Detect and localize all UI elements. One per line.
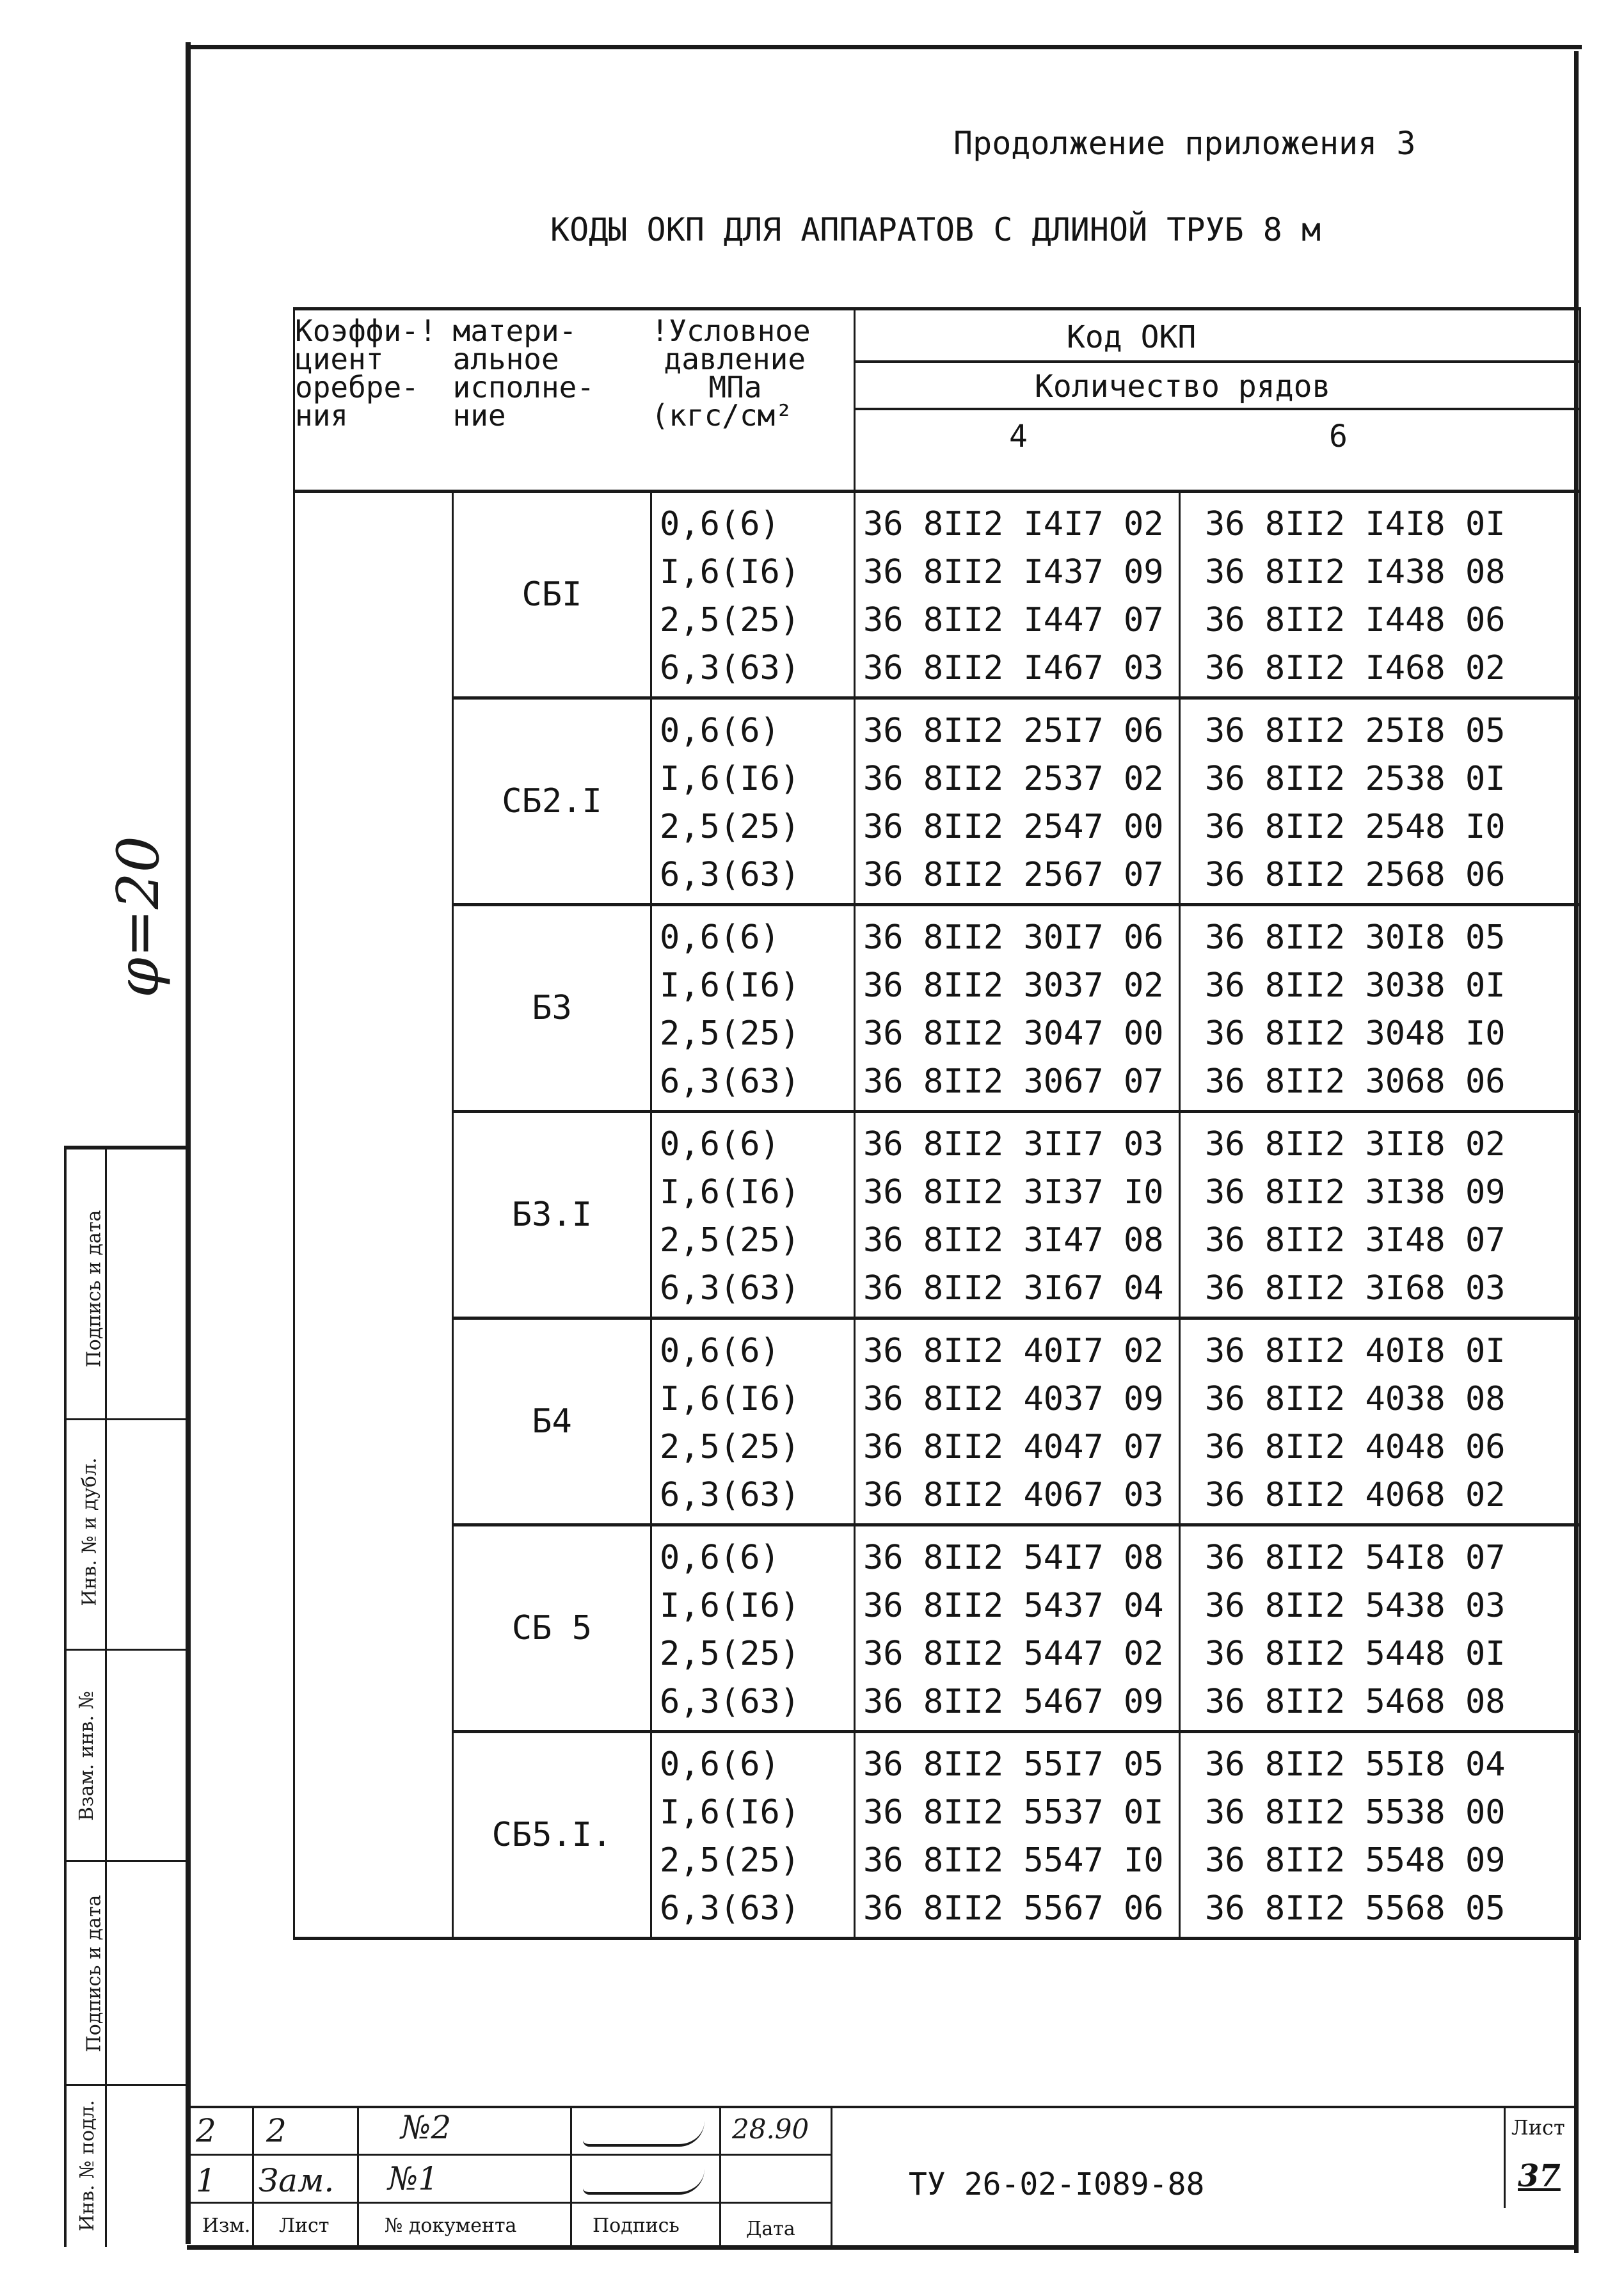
pressure-cell-value: 2,5(25) <box>660 1221 800 1260</box>
code-6-rows-cell-value: 36 8II2 I468 02 <box>1205 649 1506 687</box>
pressure-cell-value: 0,6(6) <box>660 1745 780 1784</box>
row1-doc: №2 <box>401 2109 452 2146</box>
code-4-rows-cell-value: 36 8II2 3I67 04 <box>863 1269 1164 1308</box>
pressure-cell-value: 2,5(25) <box>660 808 800 846</box>
side-label-inv-podl: Инв. № подл. <box>76 2099 99 2232</box>
document-code: ТУ 26-02-I089-88 <box>909 2167 1205 2202</box>
code-6-rows-cell <box>1180 1112 1580 1318</box>
row1-sheet: 2 <box>266 2112 287 2149</box>
page-frame-top <box>187 45 1582 49</box>
code-4-rows-cell-value: 36 8II2 3037 02 <box>863 966 1164 1005</box>
code-6-rows-cell <box>1180 698 1580 905</box>
label-signature: Подпись <box>593 2215 680 2237</box>
pressure-cell <box>651 492 855 698</box>
material-cell: СБI <box>453 492 651 698</box>
side-stamp <box>64 1146 188 2247</box>
code-4-rows-cell <box>855 492 1180 698</box>
code-4-rows-cell <box>855 905 1180 1112</box>
pressure-cell-value: 6,3(63) <box>660 649 800 687</box>
sheet-label: Лист <box>1511 2115 1565 2140</box>
row1-date: 28.90 <box>732 2113 809 2145</box>
pressure-cell-value: 6,3(63) <box>660 1269 800 1308</box>
header-coefficient: Коэффи-! циент оребре- ния <box>294 309 453 492</box>
code-6-rows-cell <box>1180 492 1580 698</box>
code-6-rows-cell-value: 36 8II2 5468 08 <box>1205 1683 1506 1721</box>
code-4-rows-cell <box>855 1525 1180 1732</box>
code-6-rows-cell-value: 36 8II2 I448 06 <box>1205 601 1506 639</box>
pressure-cell-value: 2,5(25) <box>660 601 800 639</box>
code-4-rows-cell <box>855 698 1180 905</box>
code-4-rows-cell-value: 36 8II2 40I7 02 <box>863 1332 1164 1370</box>
code-6-rows-cell-value: 36 8II2 3068 06 <box>1205 1062 1506 1101</box>
material-cell: Б3.I <box>453 1112 651 1318</box>
code-4-rows-cell-value: 36 8II2 2547 00 <box>863 808 1164 846</box>
side-label-signature-date-1: Подпись и дата <box>83 1894 106 2053</box>
code-6-rows-cell-value: 36 8II2 30I8 05 <box>1205 918 1506 957</box>
code-4-rows-cell-value: 36 8II2 25I7 06 <box>863 712 1164 750</box>
side-label-vzam-inv: Взам. инв. № <box>76 1690 99 1822</box>
code-6-rows-cell <box>1180 905 1580 1112</box>
pressure-cell <box>651 1318 855 1525</box>
code-4-rows-cell-value: 36 8II2 I4I7 02 <box>863 505 1164 543</box>
code-4-rows-cell-value: 36 8II2 5467 09 <box>863 1683 1164 1721</box>
code-6-rows-cell-value: 36 8II2 25I8 05 <box>1205 712 1506 750</box>
code-4-rows-cell <box>855 1318 1180 1525</box>
table-row <box>294 1318 1580 1525</box>
code-6-rows-cell <box>1180 1318 1580 1525</box>
pressure-cell-value: 2,5(25) <box>660 1014 800 1053</box>
material-cell: СБ2.I <box>453 698 651 905</box>
code-6-rows-cell-value: 36 8II2 40I8 0I <box>1205 1332 1506 1370</box>
code-4-rows-cell-value: 36 8II2 5437 04 <box>863 1587 1164 1625</box>
pressure-cell-value: 0,6(6) <box>660 712 780 750</box>
code-4-rows-cell-value: 36 8II2 3II7 03 <box>863 1125 1164 1164</box>
code-6-rows-cell-value: 36 8II2 3I38 09 <box>1205 1173 1506 1212</box>
pressure-cell <box>651 1525 855 1732</box>
code-4-rows-cell-value: 36 8II2 4037 09 <box>863 1380 1164 1418</box>
title-block <box>189 2106 831 2245</box>
code-6-rows-cell <box>1180 1525 1580 1732</box>
signature-1 <box>583 2119 705 2147</box>
label-date: Дата <box>746 2218 795 2240</box>
table-row <box>294 1112 1580 1318</box>
okp-codes-table <box>293 307 1581 1940</box>
code-6-rows-cell-value: 36 8II2 54I8 07 <box>1205 1539 1506 1577</box>
continuation-note: Продолжение приложения 3 <box>953 125 1416 162</box>
code-6-rows-cell-value: 36 8II2 2538 0I <box>1205 760 1506 798</box>
pressure-cell-value: I,6(I6) <box>660 553 800 591</box>
code-6-rows-cell-value: 36 8II2 55I8 04 <box>1205 1745 1506 1784</box>
pressure-cell-value: 6,3(63) <box>660 1889 800 1928</box>
coefficient-value: φ=20 <box>104 836 172 998</box>
material-cell: СБ 5 <box>453 1525 651 1732</box>
code-6-rows-cell-value: 36 8II2 5448 0I <box>1205 1635 1506 1673</box>
code-6-rows-cell-value: 36 8II2 2568 06 <box>1205 856 1506 894</box>
code-6-rows-cell-value: 36 8II2 5568 05 <box>1205 1889 1506 1928</box>
pressure-cell-value: 6,3(63) <box>660 856 800 894</box>
side-label-signature-date-2: Подпись и дата <box>83 1210 106 1368</box>
pressure-cell-value: 2,5(25) <box>660 1635 800 1673</box>
header-col-6: 6 <box>1329 419 1348 454</box>
code-6-rows-cell-value: 36 8II2 4038 08 <box>1205 1380 1506 1418</box>
pressure-cell-value: 2,5(25) <box>660 1841 800 1880</box>
code-4-rows-cell-value: 36 8II2 2537 02 <box>863 760 1164 798</box>
code-4-rows-cell-value: 36 8II2 55I7 05 <box>863 1745 1164 1784</box>
code-4-rows-cell-value: 36 8II2 3I47 08 <box>863 1221 1164 1260</box>
label-doc: № документа <box>385 2215 517 2237</box>
code-6-rows-cell <box>1180 1732 1580 1939</box>
code-4-rows-cell-value: 36 8II2 5567 06 <box>863 1889 1164 1928</box>
code-6-rows-cell-value: 36 8II2 5548 09 <box>1205 1841 1506 1880</box>
table-row <box>294 905 1580 1112</box>
pressure-cell-value: 6,3(63) <box>660 1683 800 1721</box>
code-4-rows-cell-value: 36 8II2 I467 03 <box>863 649 1164 687</box>
header-pressure: !Условное давление МПа (кгс/см² <box>651 309 855 492</box>
header-okp-code <box>855 309 1580 492</box>
pressure-cell-value: 6,3(63) <box>660 1062 800 1101</box>
code-6-rows-cell-value: 36 8II2 2548 I0 <box>1205 808 1506 846</box>
table-row <box>294 492 1580 698</box>
pressure-cell-value: I,6(I6) <box>660 1587 800 1625</box>
code-4-rows-cell-value: 36 8II2 5537 0I <box>863 1793 1164 1832</box>
code-6-rows-cell-value: 36 8II2 5438 03 <box>1205 1587 1506 1625</box>
code-6-rows-cell-value: 36 8II2 3048 I0 <box>1205 1014 1506 1053</box>
pressure-cell-value: I,6(I6) <box>660 1173 800 1212</box>
pressure-cell <box>651 1112 855 1318</box>
table-row <box>294 698 1580 905</box>
coefficient-cell <box>294 492 453 1939</box>
material-cell: Б3 <box>453 905 651 1112</box>
table-row <box>294 1732 1580 1939</box>
code-4-rows-cell-value: 36 8II2 4047 07 <box>863 1428 1164 1466</box>
code-4-rows-cell-value: 36 8II2 3I37 I0 <box>863 1173 1164 1212</box>
code-6-rows-cell-value: 36 8II2 3I68 03 <box>1205 1269 1506 1308</box>
pressure-cell-value: I,6(I6) <box>660 1793 800 1832</box>
code-4-rows-cell <box>855 1732 1180 1939</box>
code-6-rows-cell-value: 36 8II2 I4I8 0I <box>1205 505 1506 543</box>
code-4-rows-cell-value: 36 8II2 54I7 08 <box>863 1539 1164 1577</box>
pressure-cell-value: 0,6(6) <box>660 918 780 957</box>
code-4-rows-cell-value: 36 8II2 4067 03 <box>863 1476 1164 1514</box>
code-4-rows-cell-value: 36 8II2 3067 07 <box>863 1062 1164 1101</box>
material-cell: СБ5.I. <box>453 1732 651 1939</box>
pressure-cell-value: 0,6(6) <box>660 1125 780 1164</box>
page-title: КОДЫ ОКП ДЛЯ АППАРАТОВ С ДЛИНОЙ ТРУБ 8 м <box>550 211 1321 248</box>
pressure-cell <box>651 698 855 905</box>
pressure-cell <box>651 905 855 1112</box>
row2-sheet: Зам. <box>259 2162 335 2199</box>
code-4-rows-cell-value: 36 8II2 I437 09 <box>863 553 1164 591</box>
code-4-rows-cell-value: 36 8II2 2567 07 <box>863 856 1164 894</box>
code-4-rows-cell-value: 36 8II2 30I7 06 <box>863 918 1164 957</box>
page-frame-bottom <box>187 2245 1577 2250</box>
code-6-rows-cell-value: 36 8II2 I438 08 <box>1205 553 1506 591</box>
side-label-inv-dubl: Инв. № и дубл. <box>78 1457 101 1606</box>
pressure-cell-value: 2,5(25) <box>660 1428 800 1466</box>
material-cell: Б4 <box>453 1318 651 1525</box>
code-6-rows-cell-value: 36 8II2 3II8 02 <box>1205 1125 1506 1164</box>
code-6-rows-cell-value: 36 8II2 4048 06 <box>1205 1428 1506 1466</box>
code-6-rows-cell-value: 36 8II2 3038 0I <box>1205 966 1506 1005</box>
pressure-cell-value: I,6(I6) <box>660 966 800 1005</box>
header-col-4: 4 <box>1009 419 1028 454</box>
code-6-rows-cell-value: 36 8II2 4068 02 <box>1205 1476 1506 1514</box>
code-4-rows-cell-value: 36 8II2 3047 00 <box>863 1014 1164 1053</box>
pressure-cell-value: I,6(I6) <box>660 1380 800 1418</box>
label-change: Изм. <box>202 2215 251 2237</box>
code-4-rows-cell-value: 36 8II2 5547 I0 <box>863 1841 1164 1880</box>
pressure-cell-value: I,6(I6) <box>660 760 800 798</box>
row2-doc: №1 <box>388 2160 439 2197</box>
pressure-cell <box>651 1732 855 1939</box>
pressure-cell-value: 0,6(6) <box>660 1539 780 1577</box>
code-6-rows-cell-value: 36 8II2 5538 00 <box>1205 1793 1506 1832</box>
code-4-rows-cell-value: 36 8II2 5447 02 <box>863 1635 1164 1673</box>
table-row <box>294 1525 1580 1732</box>
code-4-rows-cell <box>855 1112 1180 1318</box>
table-header-row <box>294 309 1580 492</box>
header-material: матери- альное исполне- ние <box>453 309 651 492</box>
signature-2 <box>583 2167 705 2195</box>
row2-change: 1 <box>196 2162 216 2199</box>
code-6-rows-cell-value: 36 8II2 3I48 07 <box>1205 1221 1506 1260</box>
sheet-number: 37 <box>1518 2158 1561 2194</box>
header-okp-label: Код ОКП <box>1067 319 1197 355</box>
header-rows-count: Количество рядов <box>1035 369 1331 405</box>
pressure-cell-value: 6,3(63) <box>660 1476 800 1514</box>
pressure-cell-value: 0,6(6) <box>660 505 780 543</box>
pressure-cell-value: 0,6(6) <box>660 1332 780 1370</box>
row1-change: 2 <box>196 2112 216 2149</box>
label-sheet: Лист <box>279 2215 330 2237</box>
code-4-rows-cell-value: 36 8II2 I447 07 <box>863 601 1164 639</box>
